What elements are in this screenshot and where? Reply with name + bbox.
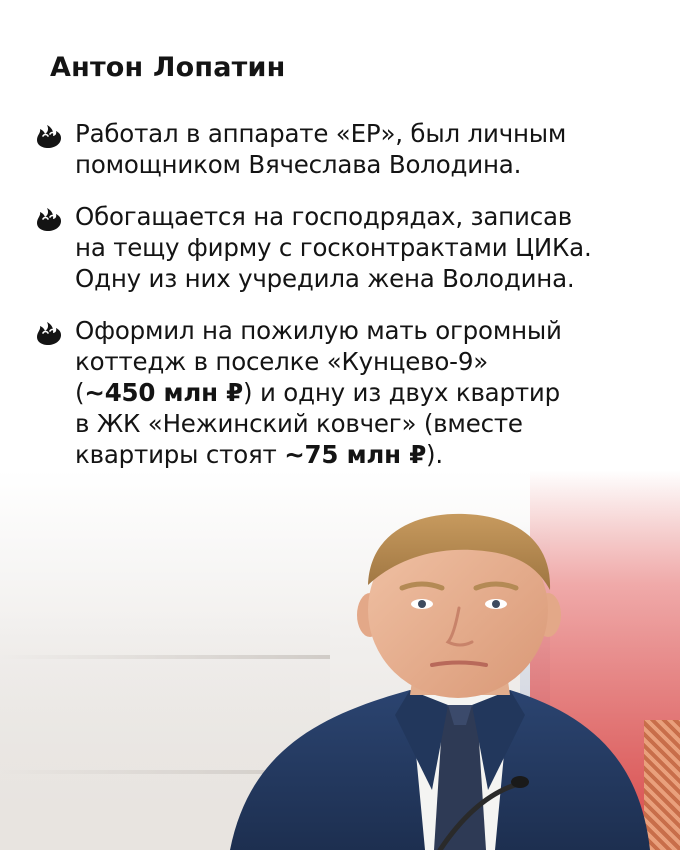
text-line — [75, 408, 675, 439]
text-line: Оформил на пожилую мать огромный — [75, 316, 562, 345]
price-highlight: ~450 млн ₽ — [84, 378, 244, 407]
text-segment: ) и одну из двух квартир — [243, 378, 560, 407]
text-line: помощником Вячеслава Володина. — [75, 150, 522, 179]
bullet-text — [75, 118, 675, 180]
price-highlight: ~75 млн ₽ — [284, 440, 427, 469]
flame-icon — [35, 123, 63, 149]
facts-list — [35, 118, 675, 491]
page-title: Антон Лопатин — [50, 52, 286, 83]
text-segment: ). — [426, 440, 443, 469]
text-line: Работал в аппарате «ЕР», был личным — [75, 119, 567, 148]
list-item — [35, 201, 675, 294]
text-segment: квартиры стоят — [75, 440, 285, 469]
list-item — [35, 118, 675, 180]
text-line: коттедж в поселке «Кунцево-9» — [75, 347, 488, 376]
text-segment: ( — [75, 378, 85, 407]
text-segment: в ЖК «Нежинский ковчег» (вместе — [75, 409, 523, 438]
text-line: на тещу фирму с госконтрактами ЦИКа. — [75, 233, 592, 262]
bullet-text — [75, 315, 675, 470]
bullet-text — [75, 201, 675, 294]
flame-icon — [35, 320, 63, 346]
flame-icon — [35, 206, 63, 232]
portrait-photo — [210, 500, 650, 850]
text-line — [75, 377, 675, 408]
text-line: Обогащается на господрядах, записав — [75, 202, 573, 231]
list-item — [35, 315, 675, 470]
text-line — [75, 439, 675, 470]
text-line: Одну из них учредила жена Володина. — [75, 264, 575, 293]
